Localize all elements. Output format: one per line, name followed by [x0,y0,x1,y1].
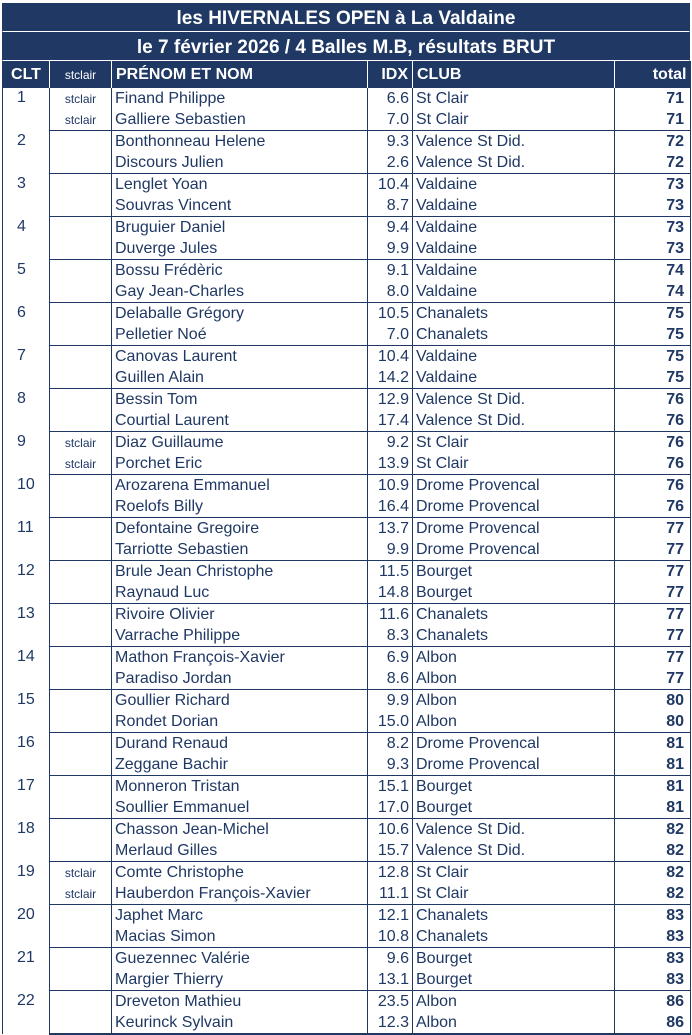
club-cell: Albon [413,668,615,690]
stclair-cell: stclair [50,453,112,475]
club-cell: St Clair [413,862,615,884]
index-cell: 17.4 [368,410,413,432]
player-name-cell: Porchet Eric [112,453,368,475]
index-cell: 9.4 [368,217,413,239]
club-cell: St Clair [413,883,615,905]
club-cell: Valence St Did. [413,410,615,432]
total-cell: 77 [615,582,691,604]
rank-cell: 6 [3,303,50,346]
club-cell: Valence St Did. [413,840,615,862]
total-cell: 75 [615,346,691,368]
club-cell: Valdaine [413,346,615,368]
index-cell: 9.9 [368,539,413,561]
total-cell: 76 [615,410,691,432]
index-cell: 6.9 [368,647,413,669]
player-name-cell: Gay Jean-Charles [112,281,368,303]
rank-cell: 21 [3,948,50,991]
stclair-cell [50,969,112,991]
player-name-cell: Hauberdon François-Xavier [112,883,368,905]
rank-cell: 10 [3,475,50,518]
stclair-cell [50,475,112,497]
stclair-cell [50,410,112,432]
club-cell: Valence St Did. [413,389,615,411]
player-name-cell: Galliere Sebastien [112,109,368,131]
total-cell: 77 [615,668,691,690]
total-cell: 82 [615,883,691,905]
club-cell: St Clair [413,432,615,454]
player-name-cell: Bruguier Daniel [112,217,368,239]
stclair-cell [50,948,112,970]
table-row [3,711,691,733]
player-name-cell: Merlaud Gilles [112,840,368,862]
club-cell: Bourget [413,797,615,819]
club-cell: Bourget [413,969,615,991]
table-row [3,281,691,303]
total-cell: 73 [615,238,691,260]
total-cell: 77 [615,561,691,583]
stclair-cell [50,389,112,411]
table-row [3,475,691,497]
total-cell: 74 [615,260,691,282]
header-total: total [615,61,691,88]
rank-cell: 9 [3,432,50,475]
table-row [3,905,691,927]
club-cell: Valdaine [413,195,615,217]
table-row [3,410,691,432]
club-cell: Drome Provencal [413,754,615,776]
total-cell: 76 [615,475,691,497]
club-cell: Valdaine [413,217,615,239]
total-cell: 86 [615,1012,691,1034]
total-cell: 73 [615,195,691,217]
index-cell: 11.5 [368,561,413,583]
rank-cell: 11 [3,518,50,561]
total-cell: 77 [615,625,691,647]
index-cell: 14.8 [368,582,413,604]
stclair-cell [50,518,112,540]
club-cell: Drome Provencal [413,733,615,755]
club-cell: Valence St Did. [413,131,615,153]
total-cell: 83 [615,926,691,948]
stclair-cell [50,733,112,755]
table-row [3,561,691,583]
club-cell: Valdaine [413,281,615,303]
index-cell: 7.0 [368,109,413,131]
player-name-cell: Souvras Vincent [112,195,368,217]
player-name-cell: Roelofs Billy [112,496,368,518]
player-name-cell: Diaz Guillaume [112,432,368,454]
table-row [3,582,691,604]
player-name-cell: Rivoire Olivier [112,604,368,626]
rank-cell: 7 [3,346,50,389]
player-name-cell: Canovas Laurent [112,346,368,368]
stclair-cell [50,496,112,518]
stclair-cell [50,303,112,325]
stclair-cell [50,625,112,647]
player-name-cell: Zeggane Bachir [112,754,368,776]
total-cell: 71 [615,88,691,109]
header-name: PRÉNOM ET NOM [112,61,368,88]
index-cell: 9.3 [368,754,413,776]
stclair-cell [50,926,112,948]
player-name-cell: Keurinck Sylvain [112,1012,368,1034]
player-name-cell: Dreveton Mathieu [112,991,368,1013]
player-name-cell: Rondet Dorian [112,711,368,733]
stclair-cell [50,238,112,260]
index-cell: 8.2 [368,733,413,755]
table-row [3,152,691,174]
rank-cell: 19 [3,862,50,905]
club-cell: Drome Provencal [413,475,615,497]
total-cell: 82 [615,819,691,841]
player-name-cell: Tarriotte Sebastien [112,539,368,561]
index-cell: 10.5 [368,303,413,325]
player-name-cell: Brule Jean Christophe [112,561,368,583]
total-cell: 76 [615,432,691,454]
header-idx: IDX [368,61,413,88]
index-cell: 23.5 [368,991,413,1013]
index-cell: 9.9 [368,238,413,260]
club-cell: Valdaine [413,174,615,196]
total-cell: 80 [615,690,691,712]
table-row [3,88,691,109]
table-row [3,389,691,411]
index-cell: 9.1 [368,260,413,282]
total-cell: 71 [615,109,691,131]
table-row [3,109,691,131]
table-row [3,174,691,196]
total-cell: 82 [615,862,691,884]
stclair-cell [50,797,112,819]
table-row [3,883,691,905]
table-row [3,131,691,153]
index-cell: 12.9 [368,389,413,411]
stclair-cell [50,152,112,174]
player-name-cell: Margier Thierry [112,969,368,991]
index-cell: 7.0 [368,324,413,346]
club-cell: Albon [413,647,615,669]
club-cell: Chanalets [413,303,615,325]
player-name-cell: Comte Christophe [112,862,368,884]
table-row [3,496,691,518]
club-cell: Chanalets [413,625,615,647]
table-row [3,303,691,325]
table-row [3,217,691,239]
club-cell: Valence St Did. [413,819,615,841]
total-cell: 75 [615,324,691,346]
club-cell: Albon [413,690,615,712]
club-cell: Drome Provencal [413,496,615,518]
player-name-cell: Chasson Jean-Michel [112,819,368,841]
rank-cell: 20 [3,905,50,948]
player-name-cell: Monneron Tristan [112,776,368,798]
club-cell: Chanalets [413,324,615,346]
club-cell: Chanalets [413,905,615,927]
stclair-cell [50,711,112,733]
table-row [3,324,691,346]
club-cell: Valdaine [413,260,615,282]
table-row [3,346,691,368]
index-cell: 11.6 [368,604,413,626]
table-row [3,991,691,1013]
total-cell: 83 [615,905,691,927]
table-row [3,926,691,948]
player-name-cell: Durand Renaud [112,733,368,755]
club-cell: Valdaine [413,238,615,260]
rank-cell: 2 [3,131,50,174]
rank-cell: 3 [3,174,50,217]
total-cell: 76 [615,389,691,411]
table-row [3,840,691,862]
stclair-cell [50,174,112,196]
total-cell: 77 [615,604,691,626]
club-cell: Drome Provencal [413,539,615,561]
total-cell: 81 [615,776,691,798]
player-name-cell: Paradiso Jordan [112,668,368,690]
total-cell: 86 [615,991,691,1013]
stclair-cell [50,217,112,239]
club-cell: Valence St Did. [413,152,615,174]
stclair-cell [50,647,112,669]
rank-cell: 5 [3,260,50,303]
index-cell: 8.6 [368,668,413,690]
player-name-cell: Courtial Laurent [112,410,368,432]
player-name-cell: Guillen Alain [112,367,368,389]
table-row [3,668,691,690]
club-cell: Bourget [413,948,615,970]
index-cell: 8.7 [368,195,413,217]
table-row [3,453,691,475]
index-cell: 17.0 [368,797,413,819]
player-name-cell: Bessin Tom [112,389,368,411]
stclair-cell [50,1012,112,1034]
club-cell: Drome Provencal [413,518,615,540]
player-name-cell: Defontaine Gregoire [112,518,368,540]
total-cell: 77 [615,518,691,540]
stclair-cell [50,324,112,346]
table-row [3,647,691,669]
index-cell: 2.6 [368,152,413,174]
table-row [3,432,691,454]
index-cell: 10.4 [368,174,413,196]
table-row [3,1012,691,1034]
club-cell: Albon [413,1012,615,1034]
stclair-cell: stclair [50,88,112,109]
table-row [3,862,691,884]
stclair-cell [50,840,112,862]
rank-cell: 13 [3,604,50,647]
table-row [3,625,691,647]
total-cell: 75 [615,303,691,325]
rank-cell: 14 [3,647,50,690]
stclair-cell [50,561,112,583]
club-cell: Albon [413,991,615,1013]
index-cell: 10.6 [368,819,413,841]
player-name-cell: Bossu Frédèric [112,260,368,282]
player-name-cell: Goullier Richard [112,690,368,712]
total-cell: 81 [615,733,691,755]
stclair-cell [50,539,112,561]
stclair-cell: stclair [50,109,112,131]
table-row [3,776,691,798]
club-cell: Chanalets [413,926,615,948]
total-cell: 77 [615,539,691,561]
index-cell: 12.8 [368,862,413,884]
total-cell: 82 [615,840,691,862]
results-body [3,88,691,1034]
stclair-cell: stclair [50,883,112,905]
stclair-cell: stclair [50,432,112,454]
player-name-cell: Bonthonneau Helene [112,131,368,153]
player-name-cell: Varrache Philippe [112,625,368,647]
player-name-cell: Mathon François-Xavier [112,647,368,669]
player-name-cell: Pelletier Noé [112,324,368,346]
stclair-cell [50,367,112,389]
table-row [3,690,691,712]
index-cell: 9.2 [368,432,413,454]
index-cell: 15.7 [368,840,413,862]
index-cell: 15.0 [368,711,413,733]
table-row [3,518,691,540]
total-cell: 73 [615,217,691,239]
index-cell: 9.3 [368,131,413,153]
stclair-cell: stclair [50,862,112,884]
stclair-cell [50,905,112,927]
table-row [3,819,691,841]
stclair-cell [50,690,112,712]
club-cell: St Clair [413,109,615,131]
player-name-cell: Lenglet Yoan [112,174,368,196]
index-cell: 10.4 [368,346,413,368]
rank-cell: 12 [3,561,50,604]
header-clt: CLT [3,61,50,88]
index-cell: 10.8 [368,926,413,948]
player-name-cell: Discours Julien [112,152,368,174]
index-cell: 13.1 [368,969,413,991]
table-row [3,948,691,970]
table-row [3,604,691,626]
stclair-cell [50,776,112,798]
club-cell: Bourget [413,582,615,604]
club-cell: Valdaine [413,367,615,389]
results-sheet [2,3,690,1035]
total-cell: 76 [615,453,691,475]
rank-cell: 15 [3,690,50,733]
total-cell: 74 [615,281,691,303]
club-cell: Albon [413,711,615,733]
total-cell: 81 [615,754,691,776]
stclair-cell [50,604,112,626]
stclair-cell [50,991,112,1013]
index-cell: 16.4 [368,496,413,518]
club-cell: Bourget [413,776,615,798]
index-cell: 10.9 [368,475,413,497]
total-cell: 73 [615,174,691,196]
total-cell: 83 [615,948,691,970]
player-name-cell: Japhet Marc [112,905,368,927]
player-name-cell: Arozarena Emmanuel [112,475,368,497]
player-name-cell: Macias Simon [112,926,368,948]
table-row [3,754,691,776]
index-cell: 13.9 [368,453,413,475]
header-stclair: stclair [50,61,112,88]
player-name-cell: Finand Philippe [112,88,368,109]
total-cell: 75 [615,367,691,389]
table-row [3,260,691,282]
rank-cell: 17 [3,776,50,819]
rank-cell: 18 [3,819,50,862]
total-cell: 77 [615,647,691,669]
player-name-cell: Raynaud Luc [112,582,368,604]
player-name-cell: Duverge Jules [112,238,368,260]
total-cell: 80 [615,711,691,733]
stclair-cell [50,195,112,217]
club-cell: St Clair [413,88,615,109]
rank-cell: 16 [3,733,50,776]
table-row [3,367,691,389]
stclair-cell [50,346,112,368]
player-name-cell: Delaballe Grégory [112,303,368,325]
total-cell: 81 [615,797,691,819]
total-cell: 76 [615,496,691,518]
stclair-cell [50,819,112,841]
rank-cell: 8 [3,389,50,432]
index-cell: 9.6 [368,948,413,970]
club-cell: Bourget [413,561,615,583]
results-table [2,61,691,1035]
index-cell: 8.3 [368,625,413,647]
stclair-cell [50,131,112,153]
header-row [3,61,691,88]
stclair-cell [50,582,112,604]
table-row [3,733,691,755]
index-cell: 11.1 [368,883,413,905]
index-cell: 12.1 [368,905,413,927]
table-row [3,238,691,260]
page-subtitle: le 7 février 2026 / 4 Balles M.B, résultats BRUT [2,32,690,61]
total-cell: 72 [615,152,691,174]
club-cell: Chanalets [413,604,615,626]
index-cell: 6.6 [368,88,413,109]
index-cell: 9.9 [368,690,413,712]
table-row [3,797,691,819]
stclair-cell [50,260,112,282]
stclair-cell [50,281,112,303]
index-cell: 14.2 [368,367,413,389]
header-club: CLUB [413,61,615,88]
table-row [3,539,691,561]
stclair-cell [50,754,112,776]
rank-cell: 4 [3,217,50,260]
index-cell: 13.7 [368,518,413,540]
rank-cell: 1 [3,88,50,131]
index-cell: 8.0 [368,281,413,303]
table-row [3,969,691,991]
rank-cell: 22 [3,991,50,1035]
index-cell: 12.3 [368,1012,413,1034]
player-name-cell: Soullier Emmanuel [112,797,368,819]
total-cell: 72 [615,131,691,153]
total-cell: 83 [615,969,691,991]
player-name-cell: Guezennec Valérie [112,948,368,970]
stclair-cell [50,668,112,690]
club-cell: St Clair [413,453,615,475]
table-row [3,195,691,217]
index-cell: 15.1 [368,776,413,798]
page-title: les HIVERNALES OPEN à La Valdaine [2,3,690,32]
